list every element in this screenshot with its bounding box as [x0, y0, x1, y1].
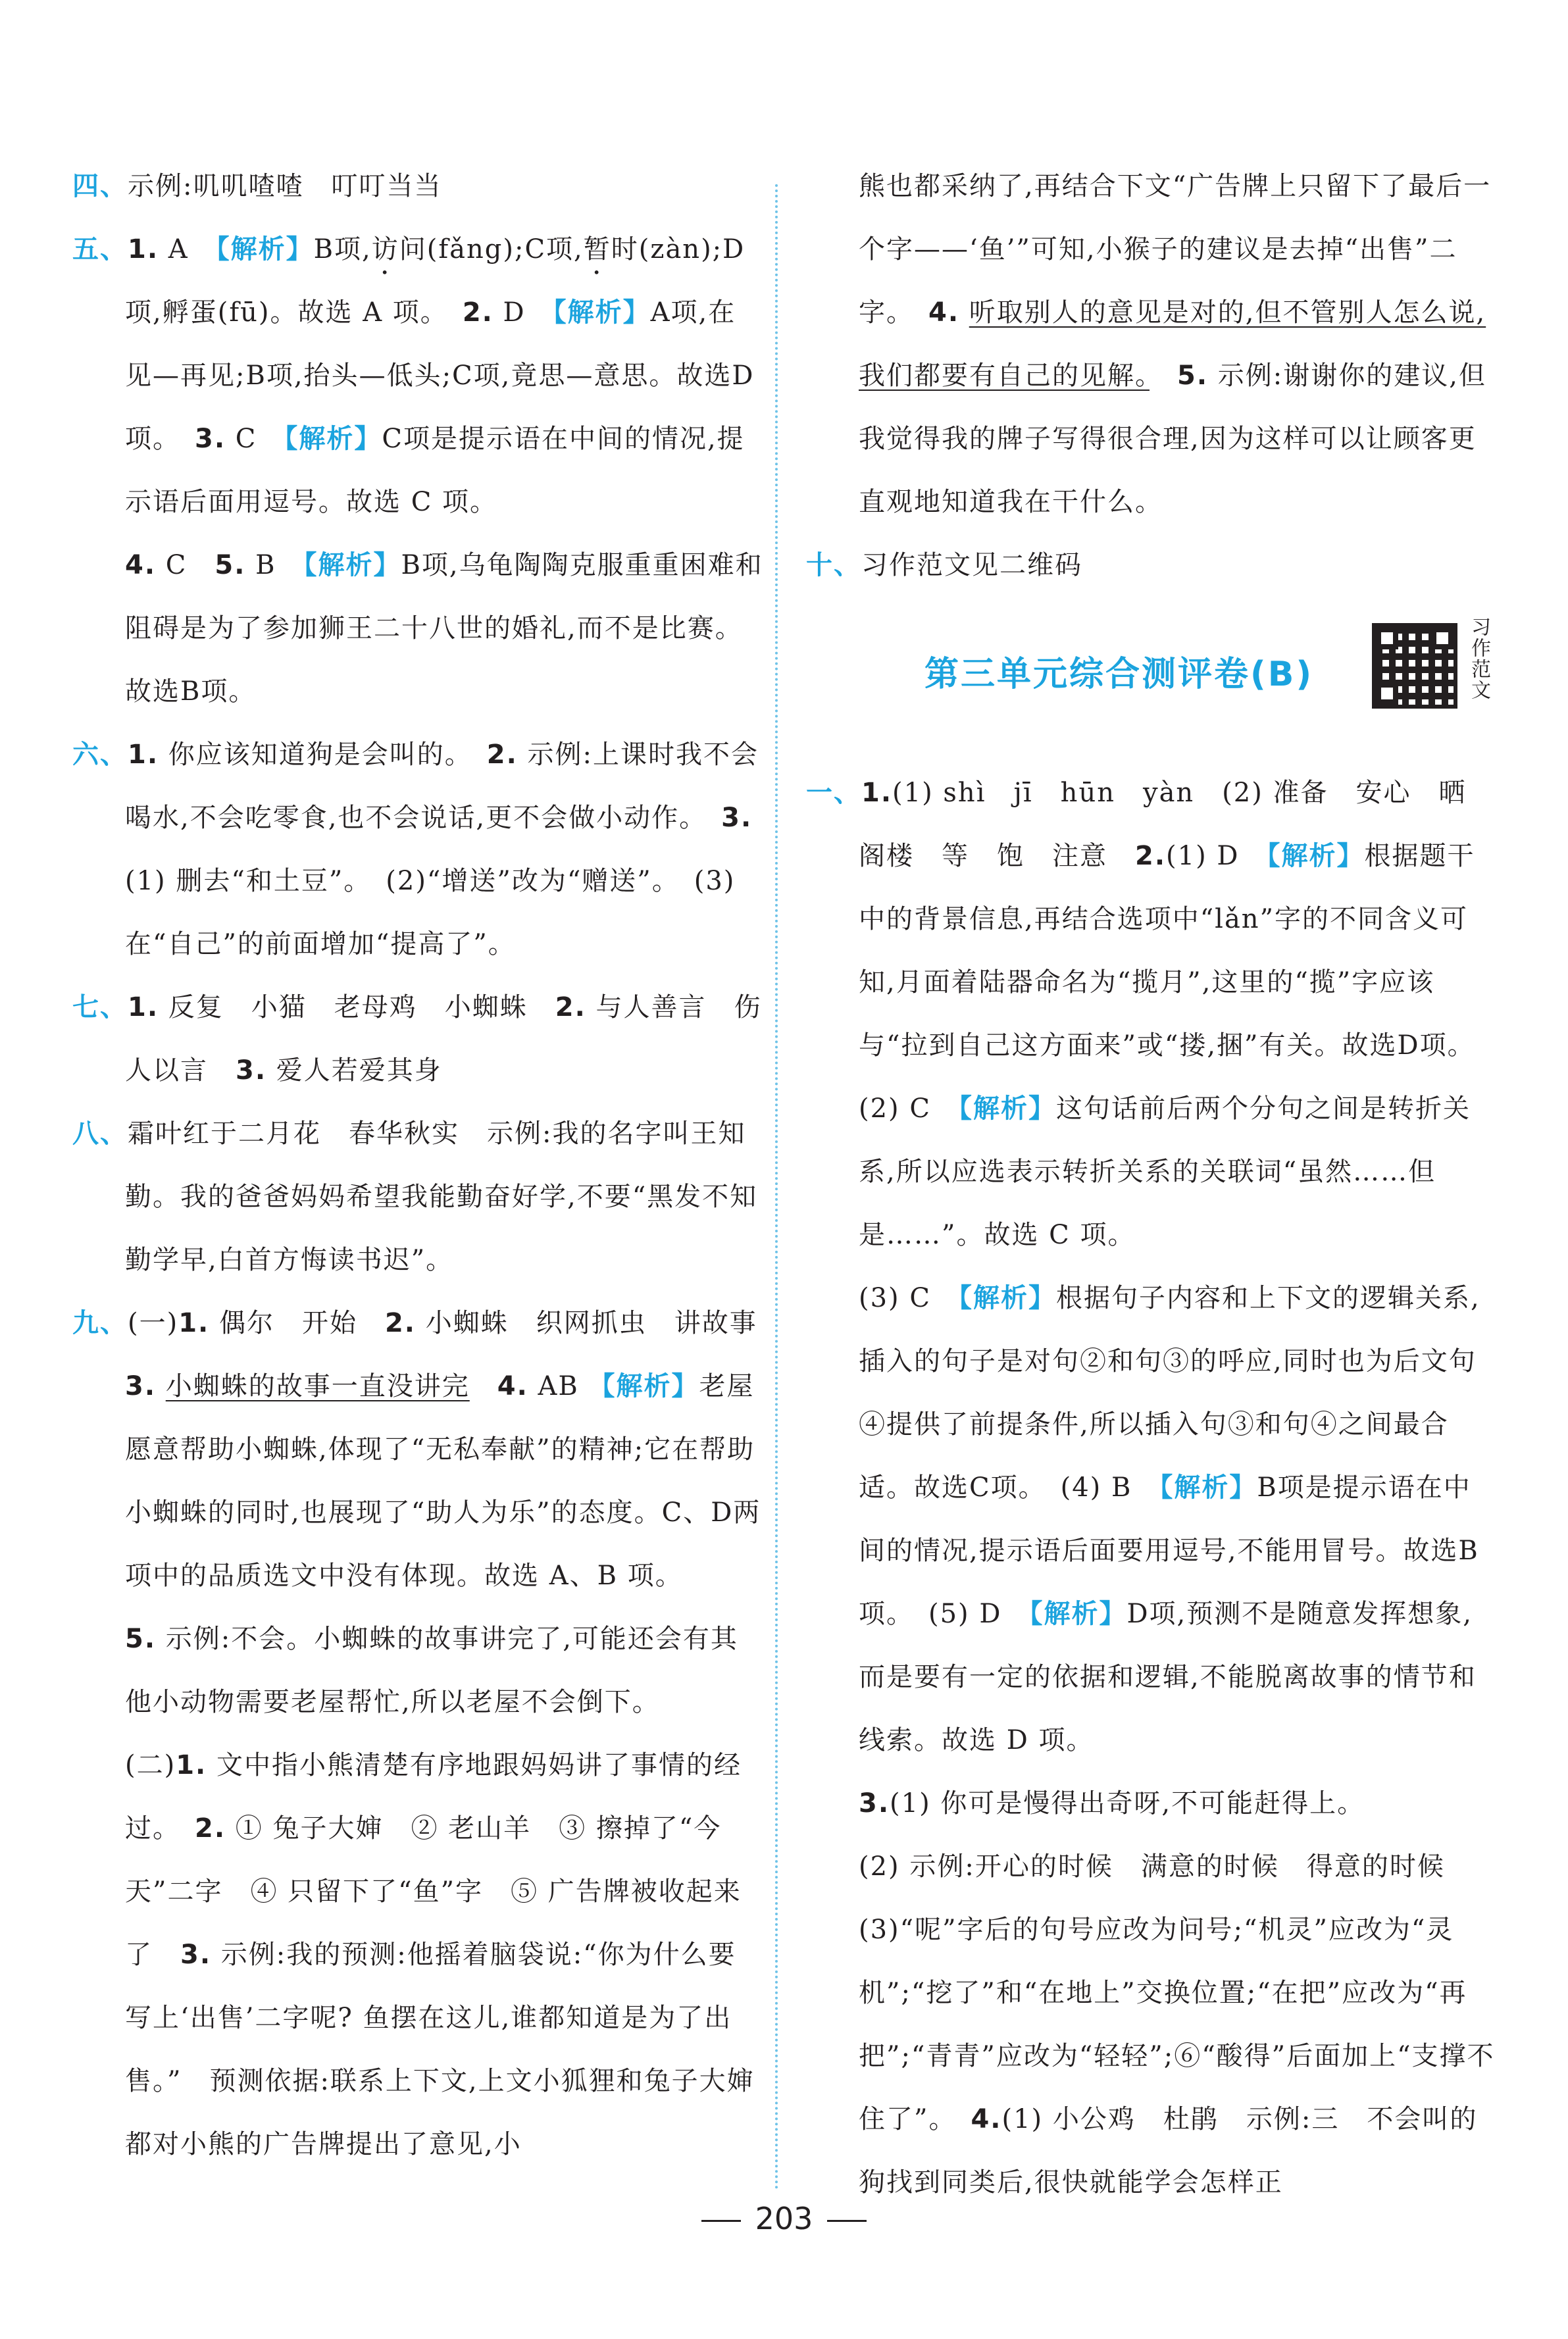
question-number: 4.	[497, 1371, 528, 1401]
section-5-cont	[72, 534, 763, 723]
question-number: 4.	[928, 297, 960, 328]
answer-text: ① 兔子大婶 ② 老山羊 ③ 擦掉了“今天”二字 ④ 只留下了“鱼”字 ⑤ 广告牌被收起来了	[125, 1813, 742, 1970]
answer-text: (2) 示例:开心的时候 满意的时候 得意的时候	[859, 1851, 1445, 1882]
answer-text: B项是提示语在中间的情况,提示语后面要用逗号,不能用冒号。故选B项。	[859, 1472, 1479, 1629]
question-number: 2.	[195, 1813, 226, 1844]
answer-text: A项,在见—再见;B项,抬头—低头;C项,竟思—意思。故选D项。	[125, 297, 755, 454]
footer-rule	[827, 2220, 867, 2222]
answer-text: 示例:谢谢你的建议,但我觉得我的牌子写得很合理,因为这样可以让顾客更直观地知道我在干什么。	[859, 361, 1486, 517]
section-marker: 九、	[72, 1308, 128, 1338]
section-marker: 七、	[72, 992, 128, 1022]
answer-choice: C	[156, 550, 215, 580]
unit-b-q2-3	[806, 1267, 1497, 1772]
question-number: 3.	[180, 1940, 212, 1970]
answer-text: 时(zàn);D项,孵蛋(fū)。故选 A 项。	[125, 234, 746, 328]
answer-text: 示例:叽叽喳喳 叮叮当当	[128, 171, 442, 201]
section-marker: 五、	[72, 234, 128, 264]
analysis-tag: 【解析】	[303, 550, 401, 580]
emphasized-char: 访	[371, 234, 399, 264]
section-marker: 十、	[806, 550, 861, 580]
part-label: (一)	[128, 1308, 179, 1338]
left-column	[72, 155, 785, 2176]
part-label: (二)	[125, 1750, 176, 1780]
question-number: 5.	[215, 550, 246, 580]
question-number: 2.	[486, 740, 518, 770]
page-footer	[0, 2201, 1568, 2236]
answer-text: 根据题干中的背景信息,再结合选项中“lǎn”字的不同含义可知,月面着陆器命名为“揽月”,这里的“揽”字应该与“拉到自己这方面来”或“搂,捆”有关。故选D项。	[859, 841, 1490, 1061]
qr-code-icon[interactable]	[1372, 623, 1457, 709]
answer-text: 熊也都采纳了,再结合下文“广告牌上只留下了最后一个字——‘鱼’”可知,小猴子的建议是去掉“出售”二字。	[859, 171, 1492, 328]
question-number: 3.	[859, 1788, 890, 1819]
answer-text: D项,预测不是随意发挥想象,而是要有一定的依据和逻辑,不能脱离故事的情节和线索。故选 D 项。	[859, 1599, 1477, 1755]
answer-text: (1) 小公鸡 杜鹃 示例:三 不会叫的狗找到同类后,很快就能学会怎样正	[859, 2104, 1478, 2198]
question-number: 2.	[462, 297, 493, 328]
answer-text: 示例:我的预测:他摇着脑袋说:“你为什么要写上‘出售’二字呢? 鱼摆在这儿,谁都知道是为了出售。” 预测依据:联系上下文,上文小狐狸和兔子大婶都对小熊的广告牌提出了意见,小	[125, 1940, 755, 2159]
section-8	[72, 1102, 763, 1292]
section-marker: 四、	[72, 171, 128, 201]
answer-text: 示例:上课时我不会喝水,不会吃零食,也不会说话,更不会做小动作。	[125, 740, 759, 833]
analysis-tag: 【解析】	[284, 424, 382, 454]
question-number: 4.	[125, 550, 157, 580]
question-number: 1.	[178, 1308, 210, 1338]
section-5	[72, 218, 763, 534]
answer-choice: (3) C	[859, 1283, 959, 1313]
answer-text: C项是提示语在中间的情况,提示语后面用逗号。故选 C 项。	[125, 424, 745, 517]
analysis-tag: 【解析】	[216, 234, 314, 264]
answer-choice: AB	[528, 1371, 589, 1401]
answer-text: (1) 删去“和土豆”。 (2)“增送”改为“赠送”。 (3) 在“自己”的前面增加“提高了”。	[125, 866, 736, 959]
answer-text: (1) shì jī hūn yàn (2) 准备 安心 晒 阁楼 等 饱 注意	[859, 778, 1494, 871]
section-9	[72, 1292, 785, 1607]
question-number: 5.	[1177, 361, 1209, 391]
section-marker: 六、	[72, 740, 128, 770]
question-number: 3.	[721, 803, 753, 833]
question-number: 1.	[128, 992, 159, 1022]
question-number: 1.	[861, 778, 893, 808]
section-marker: 八、	[72, 1119, 128, 1149]
answer-text: 问(fǎng);C项,	[399, 234, 584, 264]
question-number: 3.	[125, 1371, 157, 1401]
analysis-tag: 【解析】	[1267, 841, 1365, 871]
answer-text: 反复 小猫 老母鸡 小蜘蛛	[159, 992, 555, 1022]
answer-choice: (4) B	[1060, 1472, 1160, 1503]
answer-text: 示例:不会。小蜘蛛的故事讲完了,可能还会有其他小动物需要老屋帮忙,所以老屋不会倒下。	[125, 1624, 738, 1717]
unit-title: 第三单元综合测评卷(B)	[924, 655, 1314, 694]
section-4	[72, 155, 763, 218]
answer-text: 爱人若爱其身	[266, 1055, 442, 1086]
section-10	[806, 534, 1497, 597]
answer-text: 你应该知道狗是会叫的。	[159, 740, 487, 770]
question-number: 2.	[555, 992, 586, 1022]
section-9-part2	[72, 1734, 763, 2176]
answer-text: 老屋愿意帮助小蜘蛛,体现了“无私奉献”的精神;它在帮助小蜘蛛的同时,也展现了“助人为乐”的态度。C、D两项中的品质选文中没有体现。故选 A、B 项。	[125, 1371, 761, 1591]
analysis-tag: 【解析】	[958, 1283, 1056, 1313]
answer-choice: (5) D	[928, 1599, 1030, 1629]
answer-choice: B	[245, 550, 304, 580]
unit-b-q3-1	[806, 1772, 1497, 1835]
question-number: 1.	[128, 740, 159, 770]
underlined-answer: 听取别人的意见是对的,但不管别人怎么说,我们都要有自己的见解。	[859, 297, 1486, 391]
analysis-tag: 【解析】	[1159, 1472, 1257, 1503]
analysis-tag: 【解析】	[588, 1371, 699, 1401]
section-6	[72, 723, 763, 976]
answer-choice: (2) C	[859, 1094, 959, 1124]
answer-text: 习作范文见二维码	[861, 550, 1082, 580]
section-7	[72, 976, 763, 1102]
answer-text: (1) 你可是慢得出奇呀,不可能赶得上。	[890, 1788, 1365, 1819]
question-number: 1.	[176, 1750, 207, 1780]
column-divider	[775, 184, 778, 2191]
answer-text: 偶尔 开始	[209, 1308, 385, 1338]
question-number: 2.	[1135, 841, 1167, 871]
page-number: 203	[755, 2201, 813, 2236]
section-9-q5	[72, 1607, 763, 1734]
underlined-answer: 小蜘蛛的故事一直没讲完	[165, 1371, 470, 1401]
answer-text: B项,乌龟陶陶克服重重困难和阻碍是为了参加狮王二十八世的婚礼,而不是比赛。故选B项。	[125, 550, 763, 707]
question-number: 5.	[125, 1624, 157, 1654]
question-number: 3.	[195, 424, 226, 454]
question-number: 2.	[384, 1308, 416, 1338]
answer-text: 霜叶红于二月花 春华秋实 示例:我的名字叫王知勤。我的爸爸妈妈希望我能勤奋好学,不要“黑发不知勤学早,白首方悔读书迟”。	[125, 1119, 758, 1275]
answer-text: B项,	[313, 234, 372, 264]
footer-rule	[701, 2220, 741, 2222]
unit-b-q3-2	[806, 1835, 1497, 1898]
question-number: 4.	[971, 2104, 1002, 2134]
answer-text: 小蜘蛛 织网抓虫 讲故事	[416, 1308, 785, 1338]
unit-b-section-1	[806, 761, 1497, 1267]
qr-code-label: 习作范文	[1467, 616, 1490, 701]
answer-text: 根据句子内容和上下文的逻辑关系,插入的句子是对句②和句③的呼应,同时也为后文句④提供了前提条件,所以插入句③和句④之间最合适。故选C项。	[859, 1283, 1480, 1503]
answer-text: 这句话前后两个分句之间是转折关系,所以应选表示转折关系的关联词“虽然……但是……”。故选 C 项。	[859, 1094, 1471, 1250]
answer-text: 与人善言 伤人以言	[125, 992, 762, 1086]
unit-b-q3-3	[806, 1898, 1497, 2214]
unit-header	[806, 610, 1497, 742]
right-column	[806, 155, 1497, 2214]
answer-text: 文中指小熊清楚有序地跟妈妈讲了事情的经过。	[125, 1750, 742, 1844]
emphasized-char: 暂	[583, 234, 611, 264]
section-marker: 一、	[806, 778, 861, 808]
answer-choice: A	[159, 234, 216, 264]
question-number: 3.	[236, 1055, 267, 1086]
section-9-continued	[806, 155, 1497, 534]
answer-choice: C	[226, 424, 285, 454]
answer-text: (3)“呢”字后的句号应改为问号;“机灵”应改为“灵机”;“挖了”和“在地上”交换位置;“在把”应改为“再把”;“青青”应改为“轻轻”;⑥“酸得”后面加上“支撑不住了”。	[859, 1915, 1495, 2134]
answer-choice: (1) D	[1166, 841, 1267, 871]
analysis-tag: 【解析】	[958, 1094, 1056, 1124]
answer-choice: D	[493, 297, 553, 328]
question-number: 1.	[128, 234, 159, 264]
analysis-tag: 【解析】	[553, 297, 651, 328]
analysis-tag: 【解析】	[1029, 1599, 1127, 1629]
